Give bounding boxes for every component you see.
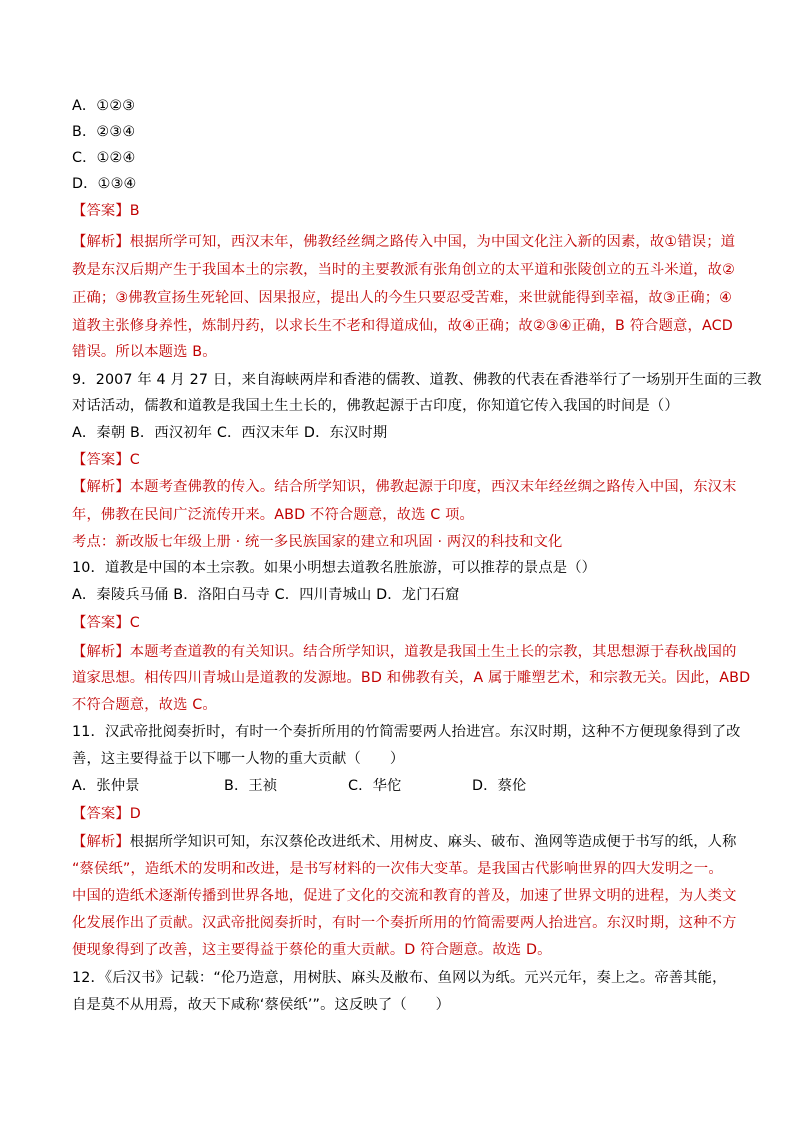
q8-analysis-line-3: 正确；③佛教宣扬生死轮回、因果报应，提出人的今生只要忍受苦难，来世就能得到幸福，故③正确；④ <box>72 290 733 306</box>
q8-option-c: C．①②④ <box>72 150 136 166</box>
q11-option-a: A．张仲景 <box>72 778 140 794</box>
q10-stem: 10．道教是中国的本土宗教。如果小明想去道教名胜旅游，可以推荐的景点是（） <box>72 560 597 576</box>
q8-analysis-line-2: 教是东汉后期产生于我国本土的宗教，当时的主要教派有张角创立的太平道和张陵创立的五斗米道，故② <box>72 262 736 278</box>
q11-analysis-line-2: “蔡侯纸”，造纸术的发明和改进，是书写材料的一次伟大变革。是我国古代影响世界的四大发明之一。 <box>72 861 723 877</box>
q8-analysis-line-5: 错误。所以本题选 B。 <box>72 344 217 360</box>
q8-analysis-line-4: 道教主张修身养性，炼制丹药，以求长生不老和得道成仙，故④正确；故②③④正确，B 符合题意，ACD <box>72 318 733 334</box>
q8-answer: 【答案】B <box>72 203 140 219</box>
q12-stem-line-2: 自是莫不从用焉，故天下咸称‘蔡侯纸’”。这反映了（ ） <box>72 997 451 1013</box>
analysis-text: 根据所学知识可知，东汉蔡伦改进纸术、用树皮、麻头、破布、渔网等造成便于书写的纸，人称 <box>129 834 737 850</box>
q8-option-a: A．①②③ <box>72 98 136 114</box>
q9-note: 考点：新改版七年级上册 · 统一多民族国家的建立和巩固 · 两汉的科技和文化 <box>72 534 563 550</box>
q10-options: A．秦陵兵马俑 B．洛阳白马寺 C．四川青城山 D．龙门石窟 <box>72 587 460 603</box>
analysis-tag: 【解析】 <box>72 644 130 660</box>
q11-option-b: B．王祯 <box>224 778 278 794</box>
analysis-tag: 【解析】 <box>72 479 130 495</box>
q11-analysis-line-3: 中国的造纸术逐渐传播到世界各地，促进了文化的交流和教育的普及，加速了世界文明的进程，为人类文 <box>72 888 737 904</box>
q11-stem-line-1: 11．汉武帝批阅奏折时，有时一个奏折所用的竹简需要两人抬进宫。东汉时期，这种不方便现象得到了改 <box>72 724 741 740</box>
q10-analysis-line-1 <box>72 642 737 662</box>
q11-analysis-line-1 <box>72 832 737 852</box>
q9-stem-line-1: 9．2007 年 4 月 27 日，来自海峡两岸和香港的儒教、道教、佛教的代表在香港举行了一场别开生面的三教 <box>72 372 762 388</box>
analysis-tag: 【解析】 <box>72 834 130 850</box>
q9-stem-line-2: 对话活动，儒教和道教是我国土生土长的，佛教起源于古印度，你知道它传入我国的时间是（） <box>72 398 679 414</box>
q9-answer: 【答案】C <box>72 452 140 468</box>
q11-analysis-line-5: 便现象得到了改善，这主要得益于蔡伦的重大贡献。D 符合题意。故选 D。 <box>72 942 552 958</box>
q11-options <box>72 776 722 796</box>
analysis-text: 本题考查佛教的传入。结合所学知识，佛教起源于印度，西汉末年经丝绸之路传入中国，东汉末 <box>129 479 737 495</box>
q9-analysis-line-1 <box>72 477 737 497</box>
q11-answer: 【答案】D <box>72 806 141 822</box>
analysis-text: 根据所学可知，西汉末年，佛教经丝绸之路传入中国，为中国文化注入新的因素，故①错误；道 <box>129 234 736 250</box>
q10-analysis-line-3: 不符合题意，故选 C。 <box>72 697 217 713</box>
q10-analysis-line-2: 道家思想。相传四川青城山是道教的发源地。BD 和佛教有关，A 属于雕塑艺术，和宗教无关。因此，ABD <box>72 670 751 686</box>
q8-option-b: B．②③④ <box>72 124 136 140</box>
q8-analysis-line-1 <box>72 232 736 252</box>
q8-option-d: D．①③④ <box>72 176 137 192</box>
q9-options: A．秦朝 B．西汉初年 C．西汉末年 D．东汉时期 <box>72 425 388 441</box>
analysis-tag: 【解析】 <box>72 234 130 250</box>
q11-option-c: C．华佗 <box>348 778 402 794</box>
q11-option-d: D．蔡伦 <box>472 778 527 794</box>
q11-analysis-line-4: 化发展作出了贡献。汉武帝批阅奏折时，有时一个奏折所用的竹简需要两人抬进宫。东汉时期，这种不方 <box>72 915 737 931</box>
q12-stem-line-1: 12．《后汉书》记载：“伦乃造意，用树肤、麻头及敝布、鱼网以为纸。元兴元年，奏上之。帝善其能， <box>72 970 727 986</box>
q9-analysis-line-2: 年，佛教在民间广泛流传开来。ABD 不符合题意，故选 C 项。 <box>72 507 474 523</box>
q10-answer: 【答案】C <box>72 615 140 631</box>
q11-stem-line-2: 善，这主要得益于以下哪一人物的重大贡献（ ） <box>72 751 405 767</box>
analysis-text: 本题考查道教的有关知识。结合所学知识，道教是我国土生土长的宗教，其思想源于春秋战国的 <box>129 644 737 660</box>
